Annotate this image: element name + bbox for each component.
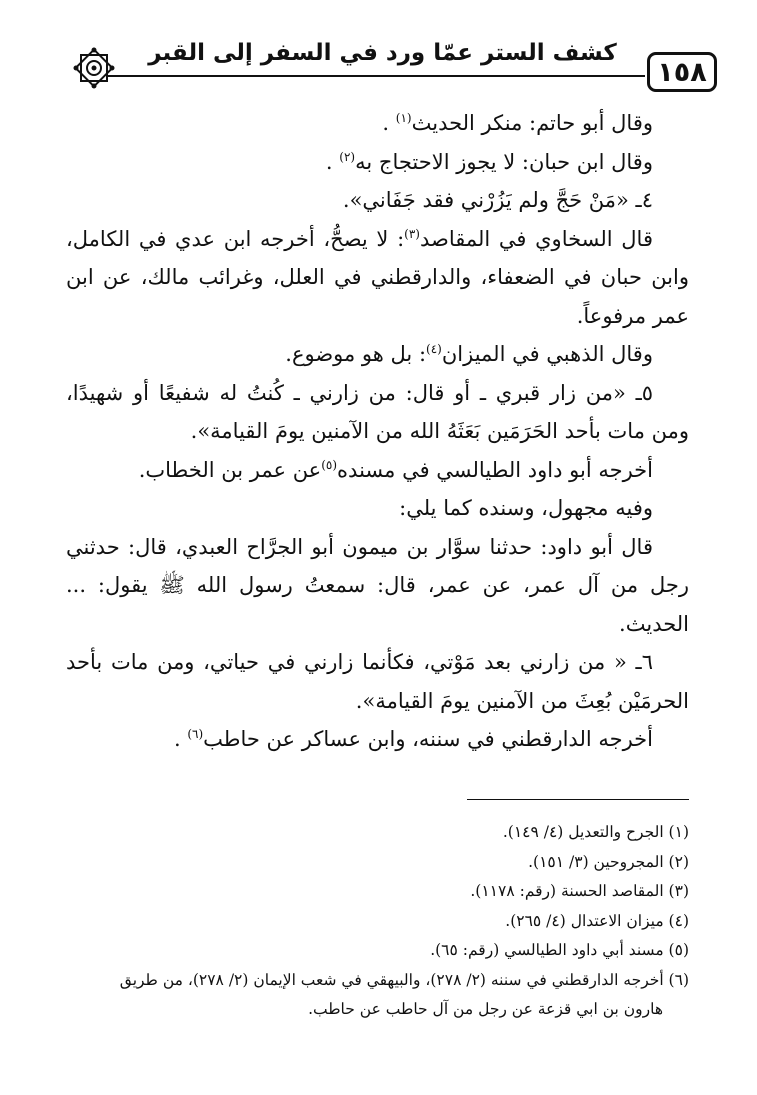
footnote: (٦) أخرجه الدارقطني في سننه (٢/ ٢٧٨)، والبيهقي في شعب الإيمان (٢/ ٢٧٨)، من طريق	[119, 970, 689, 989]
footnote-ref: (٤)	[426, 342, 442, 356]
text-line: وقال الذهبي في الميزان$^{(٤)}$: بل هو موضوع.	[285, 342, 653, 366]
text-line: وفيه مجهول، وسنده كما يلي:	[399, 496, 653, 520]
text-paragraph: قال السخاوي في المقاصد$^{(٣)}$: لا يصحُّ، أخرجه ابن عدي في الكامل، وابن حبان في الضعفاء، والدارقطني في العلل، وغرائب مالك، عن ابن عمر مرفوعاً.	[66, 226, 689, 328]
footnotes	[66, 818, 689, 1025]
text-line: وقال أبو حاتم: منكر الحديث$^{(١)}$ .	[382, 111, 653, 135]
footnote-ref: (٦)	[187, 727, 204, 741]
running-title: كشف الستر عمّا ورد في السفر إلى القبر	[148, 40, 617, 66]
footnote: (٢) المجروحين (٣/ ١٥١).	[528, 852, 689, 871]
footnote-continuation: هارون بن ابي قزعة عن رجل من آل حاطب عن حاطب.	[308, 1000, 663, 1018]
footnote-ref: (١)	[395, 111, 412, 125]
hadith-4: ٤ـ «مَنْ حَجَّ ولم يَزُرْني فقد جَفَاني».	[342, 188, 653, 212]
footnote: (٥) مسند أبي داود الطيالسي (رقم: ٦٥).	[430, 941, 689, 959]
hadith-5: ٥ـ «من زار قبري ـ أو قال: من زارني ـ كُنتُ له شفيعًا أو شهيدًا، ومن مات بأحد الحَرَمَين بَعَثَهُ الله من الآمنين يومَ القيامة».	[66, 380, 689, 443]
text-line: أخرجه أبو داود الطيالسي في مسنده$^{(٥)}$عن عمر بن الخطاب.	[138, 457, 653, 482]
footnote: (١) الجرح والتعديل (٤/ ١٤٩).	[502, 823, 689, 841]
text-paragraph: قال أبو داود: حدثنا سوَّار بن ميمون أبو الجرَّاح العبدي، قال: حدثني رجل من آل عمر، عن عمر، قال: سمعتُ رسول الله ﷺ يقول: ... الحديث.	[66, 534, 689, 636]
footnote: (٤) ميزان الاعتدال (٤/ ٢٦٥).	[505, 911, 689, 930]
text-line: أخرجه الدارقطني في سننه، وابن عساكر عن حاطب$^{(٦)}$ .	[173, 727, 653, 751]
page-header	[0, 28, 757, 88]
footnote-ref: (٥)	[321, 457, 338, 472]
main-text	[66, 104, 689, 759]
page-number: ١٥٨	[647, 52, 717, 92]
header-rule	[108, 75, 645, 77]
footnote-ref: (٢)	[339, 149, 356, 164]
footnote-ref: (٣)	[404, 226, 420, 241]
footnote: (٣) المقاصد الحسنة (رقم: ١١٧٨).	[470, 882, 689, 900]
octagram-flower-ornament-icon	[72, 46, 116, 90]
footnote-separator	[467, 799, 689, 800]
hadith-6: ٦ـ « من زارني بعد مَوْتي، فكأنما زارني في حياتي، ومن مات بأحد الحرمَيْن بُعِثَ من الآمنين يومَ القيامة».	[66, 650, 689, 713]
text-line: وقال ابن حبان: لا يجوز الاحتجاج به$^{(٢)}$ .	[325, 149, 653, 174]
